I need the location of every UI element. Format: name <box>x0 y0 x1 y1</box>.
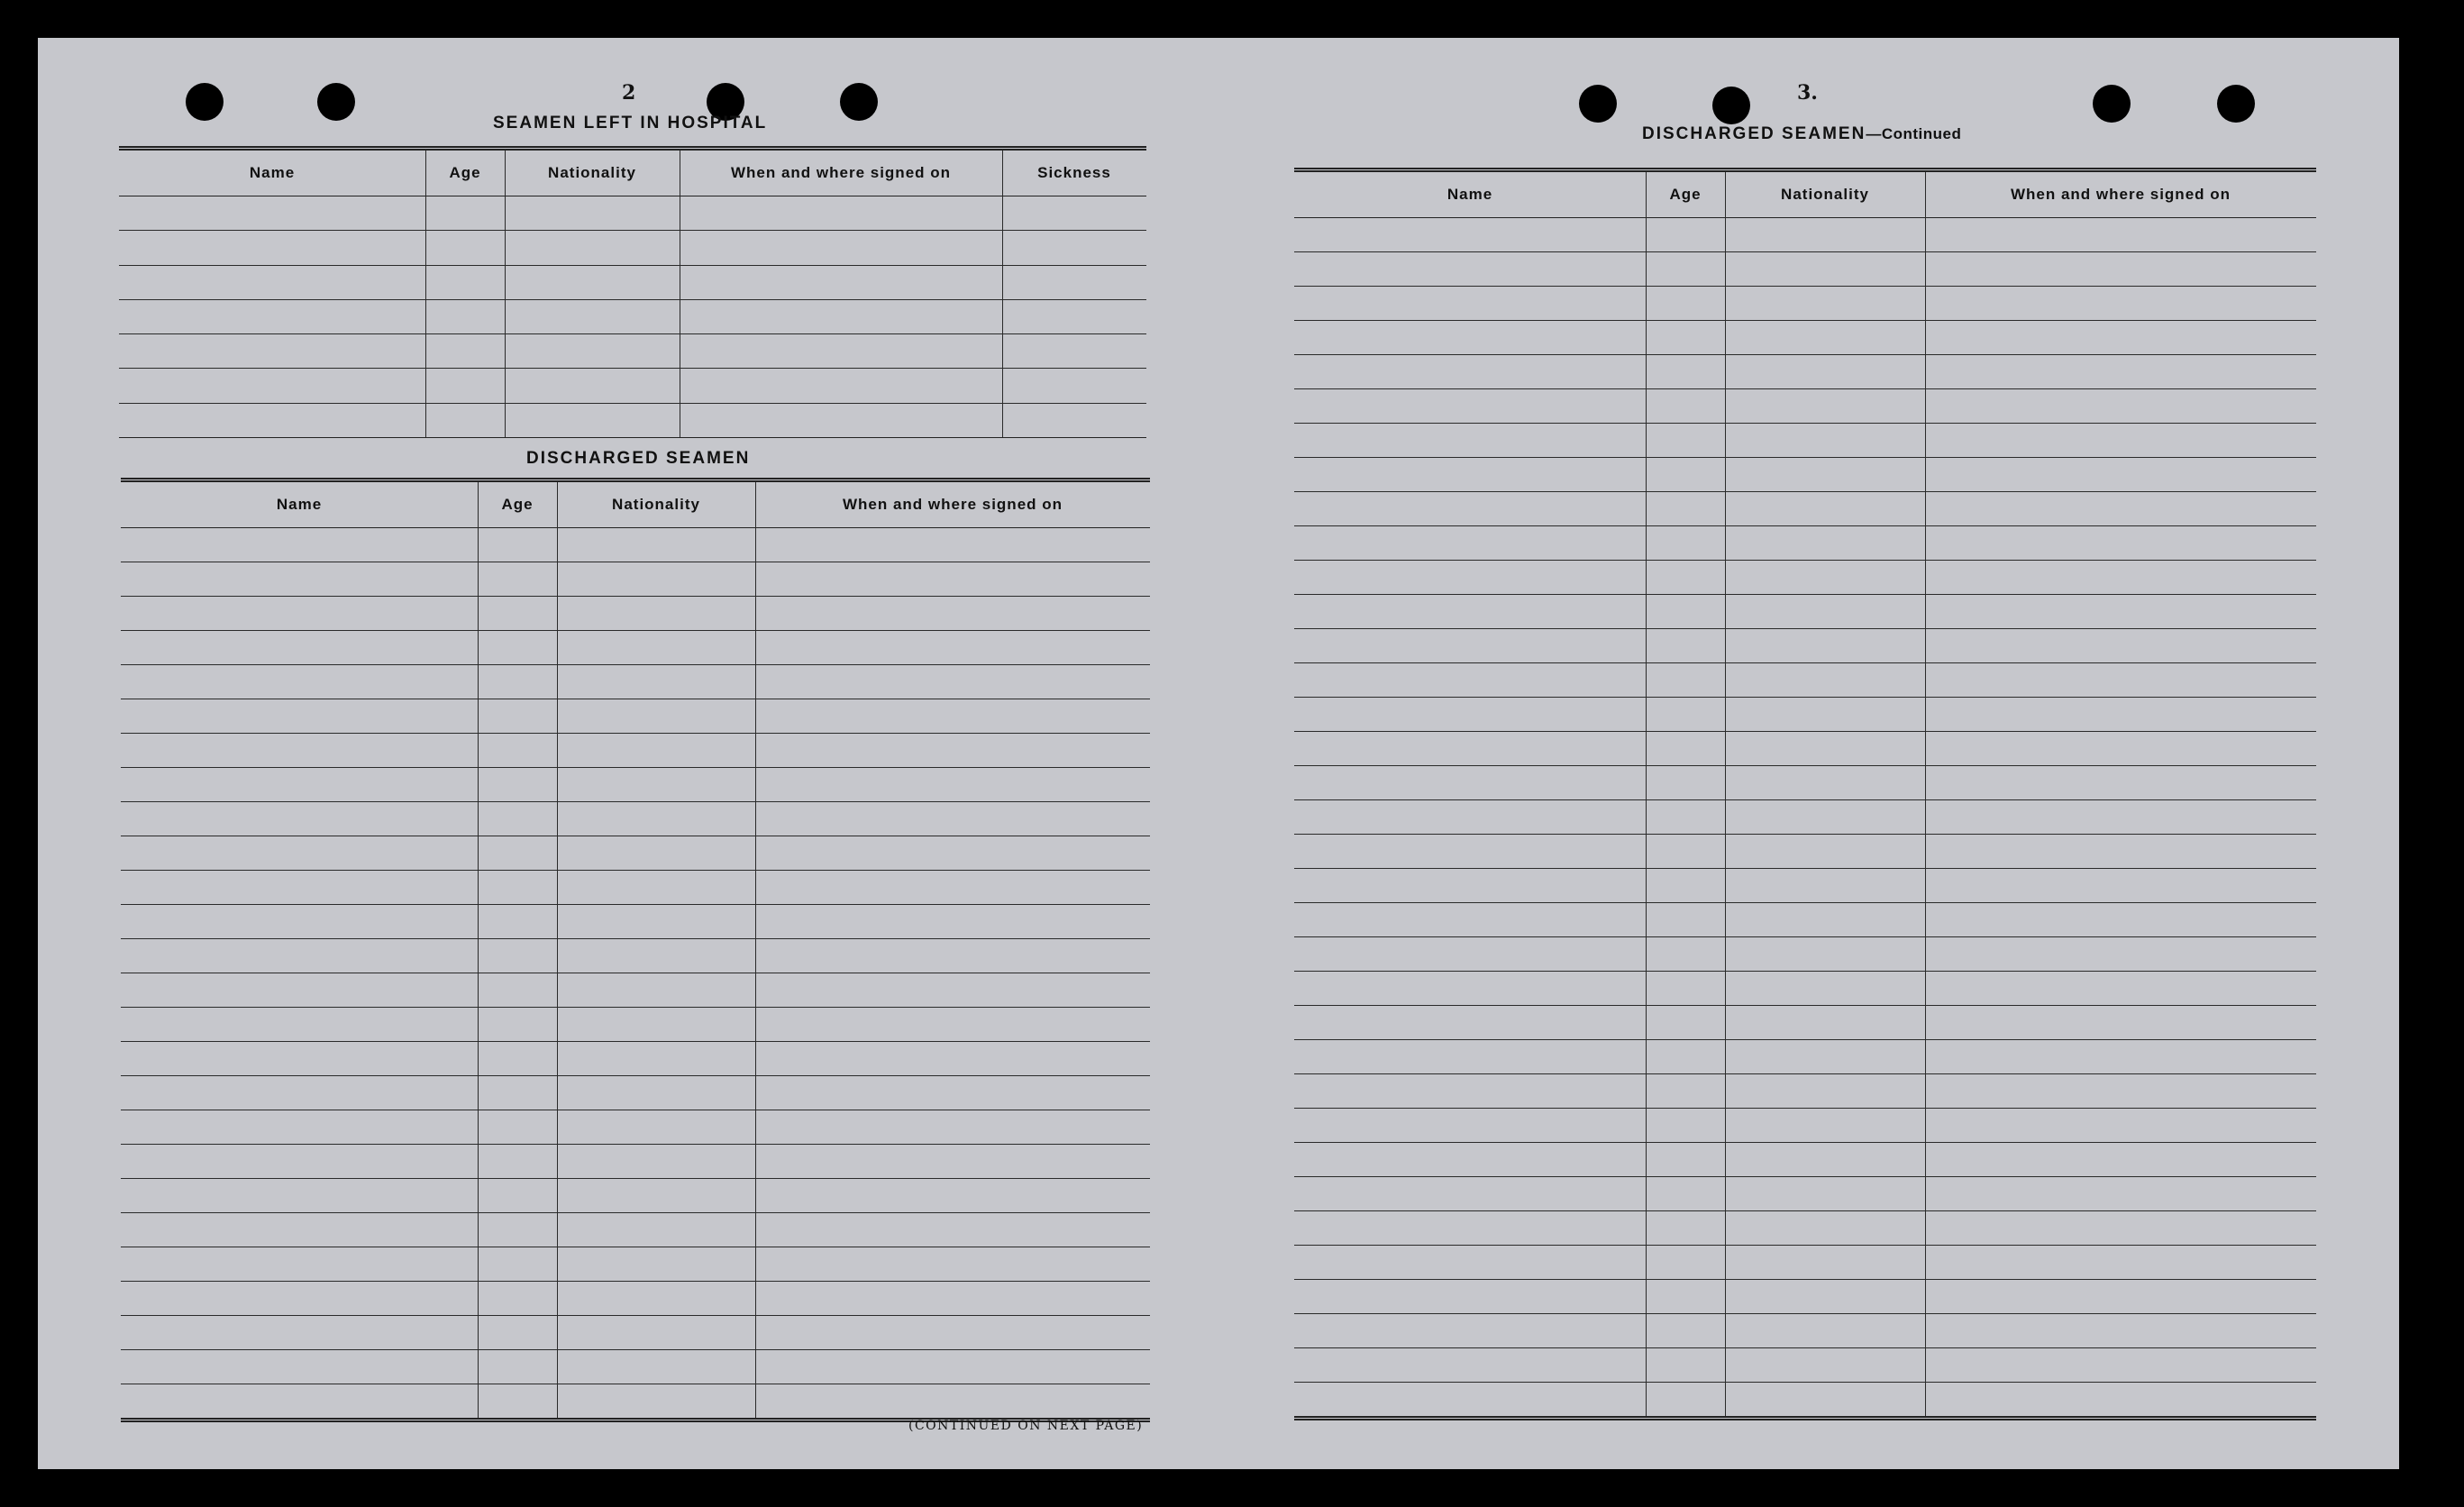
blank-row-line <box>1294 799 2316 800</box>
blank-row-line <box>121 1281 1150 1282</box>
blank-row-line <box>121 938 1150 939</box>
discharged-table <box>121 478 1150 1422</box>
blank-row-line <box>1294 286 2316 287</box>
column-header-name: Name <box>1446 186 1493 203</box>
blank-row-line <box>1294 560 2316 561</box>
blank-row-line <box>1294 525 2316 526</box>
blank-row-line <box>121 630 1150 631</box>
blank-row-line <box>1294 594 2316 595</box>
blank-row-line <box>121 1075 1150 1076</box>
blank-row-line <box>119 230 1146 231</box>
blank-row-line <box>121 596 1150 597</box>
discharged-continued-table <box>1294 168 2316 1420</box>
blank-row-line <box>1294 628 2316 629</box>
blank-row-line <box>1294 354 2316 355</box>
blank-row-line <box>1294 1005 2316 1006</box>
continued-note: (CONTINUED ON NEXT PAGE) <box>908 1419 1144 1433</box>
punch-hole <box>186 83 224 121</box>
column-header-name: Name <box>276 496 323 513</box>
column-header-age: Age <box>449 164 481 181</box>
column-divider <box>1725 172 1726 1416</box>
punch-hole <box>840 83 878 121</box>
blank-row-line <box>1294 1210 2316 1211</box>
blank-row-line <box>121 1349 1150 1350</box>
blank-row-line <box>121 1007 1150 1008</box>
blank-row-line <box>119 368 1146 369</box>
blank-row-line <box>121 1315 1150 1316</box>
column-divider <box>557 482 558 1418</box>
blank-row-line <box>1294 662 2316 663</box>
blank-row-line <box>1294 457 2316 458</box>
blank-row-line <box>121 767 1150 768</box>
blank-row-line <box>121 904 1150 905</box>
punch-hole <box>1579 85 1617 123</box>
column-header-signed-on: When and where signed on <box>842 496 1063 513</box>
punch-hole <box>2093 85 2131 123</box>
column-divider <box>755 482 756 1418</box>
blank-row-line <box>121 664 1150 665</box>
title-suffix: —Continued <box>1866 125 1962 142</box>
blank-row-line <box>1294 1142 2316 1143</box>
blank-row-line <box>1294 936 2316 937</box>
column-header-sickness: Sickness <box>1037 164 1111 181</box>
column-header-nationality: Nationality <box>612 496 700 513</box>
blank-row-line <box>1294 1108 2316 1109</box>
blank-row-line <box>1294 834 2316 835</box>
discharged-continued-title <box>1642 124 1961 144</box>
hospital-table <box>119 146 1146 438</box>
blank-row-line <box>121 1212 1150 1213</box>
hospital-section-title: SEAMEN LEFT IN HOSPITAL <box>493 114 768 132</box>
title-main: DISCHARGED SEAMEN <box>1642 124 1866 143</box>
blank-row-line <box>119 265 1146 266</box>
punch-hole <box>2217 85 2255 123</box>
blank-row-line <box>121 1144 1150 1145</box>
blank-row-line <box>121 1041 1150 1042</box>
blank-row-line <box>1294 765 2316 766</box>
blank-row-line <box>119 333 1146 334</box>
blank-row-line <box>1294 1245 2316 1246</box>
column-header-nationality: Nationality <box>1781 186 1869 203</box>
blank-row-line <box>1294 320 2316 321</box>
blank-row-line <box>1294 971 2316 972</box>
blank-row-line <box>1294 902 2316 903</box>
punch-hole <box>1712 87 1750 124</box>
blank-row-line <box>1294 731 2316 732</box>
blank-row-line <box>1294 1347 2316 1348</box>
column-header-nationality: Nationality <box>548 164 636 181</box>
blank-row-line <box>1294 1279 2316 1280</box>
blank-row-line <box>119 403 1146 404</box>
blank-row-line <box>121 801 1150 802</box>
form-sheet <box>38 38 2399 1469</box>
blank-row-line <box>1294 1382 2316 1383</box>
punch-hole <box>317 83 355 121</box>
blank-row-line <box>1294 251 2316 252</box>
column-header-signed-on: When and where signed on <box>2010 186 2231 203</box>
blank-row-line <box>1294 491 2316 492</box>
blank-row-line <box>1294 1073 2316 1074</box>
discharged-section-title: DISCHARGED SEAMEN <box>526 449 751 468</box>
blank-row-line <box>1294 1039 2316 1040</box>
column-divider <box>1925 172 1926 1416</box>
column-divider <box>1002 151 1003 437</box>
blank-row-line <box>121 870 1150 871</box>
column-divider <box>425 151 426 437</box>
column-header-age: Age <box>1669 186 1702 203</box>
column-header-age: Age <box>501 496 534 513</box>
page-number-right: 3. <box>1797 81 1818 105</box>
page-number-left: 2 <box>622 81 636 105</box>
blank-row-line <box>121 1178 1150 1179</box>
blank-row-line <box>121 733 1150 734</box>
column-divider <box>1646 172 1647 1416</box>
blank-row-line <box>1294 697 2316 698</box>
blank-row-line <box>1294 388 2316 389</box>
column-header-name: Name <box>249 164 296 181</box>
column-divider <box>505 151 506 437</box>
blank-row-line <box>1294 1313 2316 1314</box>
blank-row-line <box>119 299 1146 300</box>
blank-row-line <box>1294 423 2316 424</box>
blank-row-line <box>1294 868 2316 869</box>
blank-row-line <box>1294 1176 2316 1177</box>
column-header-signed-on: When and where signed on <box>730 164 952 181</box>
column-divider <box>478 482 479 1418</box>
